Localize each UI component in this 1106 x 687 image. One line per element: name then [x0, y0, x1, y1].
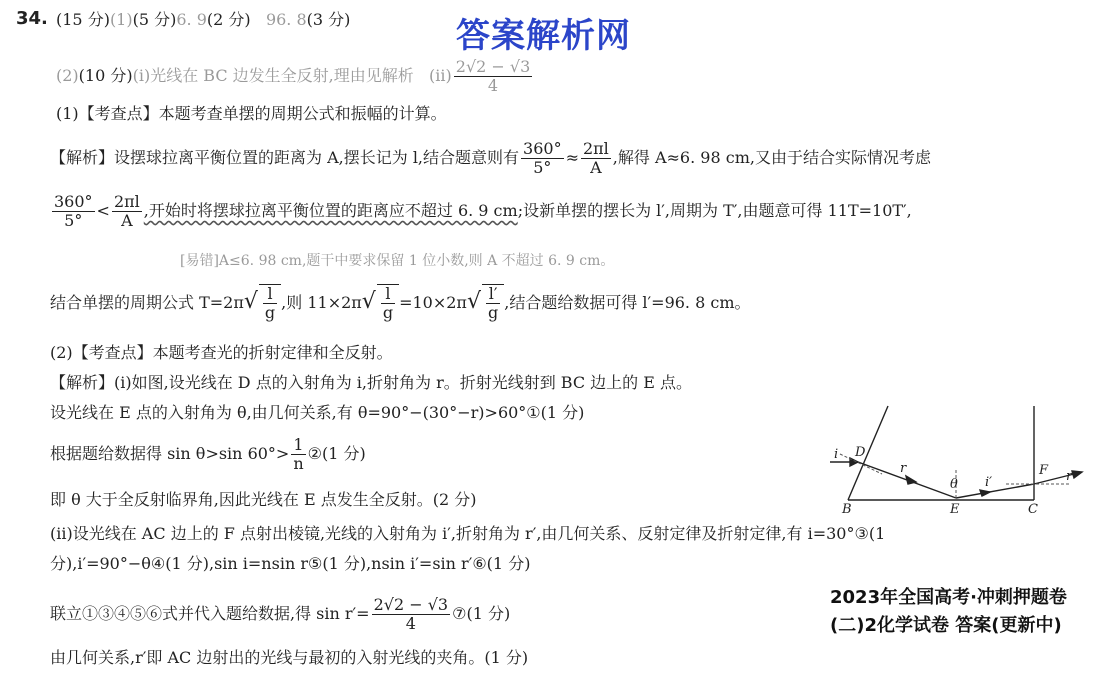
answer-line-2 [56, 58, 534, 95]
part-2-analysis-ii: (ⅱ)设光线在 AC 边上的 F 点射出棱镜,光线的入射角为 i′,折射角为 r′,由几何关系、反射定律及折射定律,有 i=30°③(1 [50, 524, 886, 543]
question-number: 34. [16, 8, 48, 29]
part-2-analysis-i: 【解析】(ⅰ)如图,设光线在 D 点的入射角为 i,折射角为 r。折射光线射到 BC 边上的 E 点。 [50, 373, 693, 392]
reflected-ray [956, 484, 1034, 498]
part-1-label: (1) [109, 10, 133, 29]
label-theta: θ [950, 477, 958, 492]
part-2-heading: (2)【考查点】本题考查光的折射定律和全反射。 [50, 343, 393, 362]
result-fraction: $\frac{2√2 - √3}{4}$ [373, 595, 449, 633]
fraction-2pil-A: $\frac{2\pi l}{A}$ [582, 139, 609, 177]
sqrt-lprime-over-g: $\frac{l'}{g}$ [487, 284, 499, 322]
label-f: F [1039, 463, 1049, 478]
arrow-icon [906, 476, 916, 484]
equation-2: 根据题给数据得 sin θ>sin 60°> $\frac{1}{n}$ ②(1 分) [50, 435, 366, 473]
answer-fraction: $\frac{2√2 - √3}{4}$ [455, 57, 531, 95]
answer-score-1: (2 分) [206, 10, 251, 29]
answer-value-2: 96. 8 [265, 10, 307, 29]
prism-edge-ab [848, 406, 888, 500]
part-2-answer-ii-label: (ⅱ) [429, 66, 452, 85]
arrow-icon [980, 490, 990, 496]
error-note: [易错]A≤6. 98 cm,题干中要求保留 1 位小数,则 A 不超过 6. 9 cm。 [180, 253, 615, 269]
label-i: i [834, 447, 839, 462]
label-i-prime: i′ [985, 475, 993, 490]
watermark: 答案解析网 [456, 16, 631, 56]
answer-score-2: (3 分) [306, 10, 351, 29]
label-r: r [900, 461, 907, 476]
fraction-360-5: $\frac{360^\circ}{5^\circ}$ [54, 192, 93, 230]
sqrt-l-over-g: $\frac{l}{g}$ [264, 284, 276, 322]
equation-1: 设光线在 E 点的入射角为 θ,由几何关系,有 θ=90°−(30°−r)>60°①(1 分) [50, 403, 585, 422]
part-1-analysis: 【解析】设摆球拉离平衡位置的距离为 A,摆长记为 l,结合题意则有 $\frac{360^\circ}{5^\circ}$ ≈ $\frac{2\pi l}{A}$ ,解得 A≈6. 98 cm,又由于结合实际情况考虑 [50, 139, 931, 177]
part-2-answer-i: (ⅰ)光线在 BC 边发生全反射,理由见解析 [132, 66, 414, 85]
fraction-2pil-A: $\frac{2\pi l}{A}$ [113, 192, 140, 230]
part-1-score: (5 分) [132, 10, 177, 29]
answer-value-1: 6. 9 [176, 10, 207, 29]
part-1-heading: (1)【考查点】本题考查单摆的周期公式和振幅的计算。 [56, 104, 447, 123]
label-c: C [1028, 502, 1038, 517]
period-formula-line: 结合单摆的周期公式 T=2π√ $\frac{l}{g}$ ,则 11×2π√ $\frac{l}{g}$ =10×2π√ $\frac{l'}{g}$ ,结合题给数据可得 l′=96. 8 cm。 [50, 284, 751, 322]
label-e: E [950, 502, 960, 517]
equations-4-5-6: 分),i′=90°−θ④(1 分),sin i=nsin r⑤(1 分),nsin i′=sin r′⑥(1 分) [50, 554, 531, 573]
answer-line-1 [56, 10, 350, 30]
label-r-prime: r′ [1066, 469, 1076, 484]
exam-title-note: 2023年全国高考·冲刺押题卷(二)2化学试卷 答案(更新中) [830, 587, 1067, 636]
final-conclusion: 由几何关系,r′即 AC 边射出的光线与最初的入射光线的夹角。(1 分) [50, 648, 529, 667]
part-2-label: (2) [56, 66, 79, 85]
sqrt-l-over-g: $\frac{l}{g}$ [382, 284, 394, 322]
total-reflection-conclusion: 即 θ 大于全反射临界角,因此光线在 E 点发生全反射。(2 分) [50, 490, 477, 509]
part-2-score: (10 分) [78, 66, 133, 85]
prism-diagram [820, 400, 1090, 518]
label-d: D [855, 445, 866, 460]
part-1-condition: $\frac{360^\circ}{5^\circ}$ < $\frac{2\pi l}{A}$ ,开始时将摆球拉离平衡位置的距离应不超过 6. 9 cm;设新单摆的摆长为 l′,周期为 T′,由题意可得 11T=10T′, [54, 192, 912, 230]
equation-7: 联立①③④⑤⑥式并代入题给数据,得 sin r′= $\frac{2√2 - √3}{4}$ ⑦(1 分) [50, 595, 511, 633]
fraction-1-n: $\frac{1}{n}$ [293, 435, 304, 473]
fraction-360-5: $\frac{360^\circ}{5^\circ}$ [523, 139, 562, 177]
label-b: B [842, 502, 852, 517]
total-score: (15 分) [56, 10, 110, 29]
emphasized-text: ,开始时将摆球拉离平衡位置的距离应不超过 6. 9 cm [143, 201, 518, 220]
